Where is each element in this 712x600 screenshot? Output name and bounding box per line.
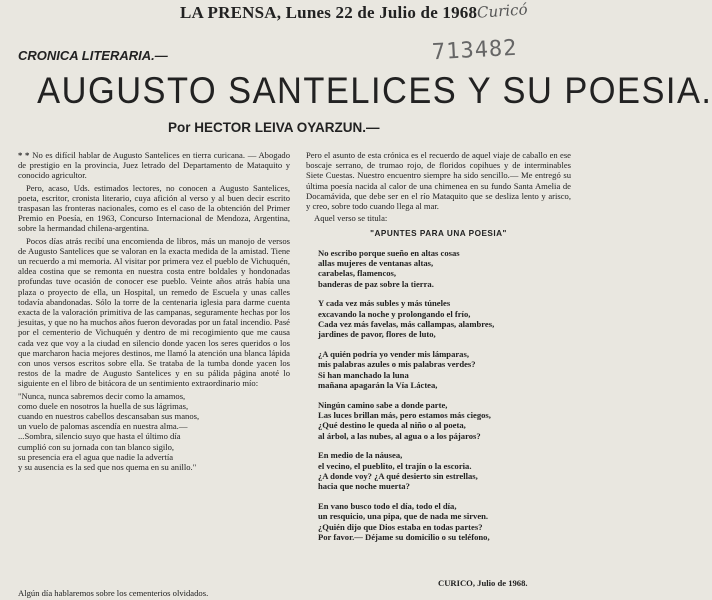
poem-line: Y cada vez más subles y más túneles <box>318 298 451 309</box>
poem-line: al árbol, a las nubes, al agua o a los pájaros? <box>318 430 481 441</box>
poem-line: hacia que noche muerta? <box>318 481 410 492</box>
poem-line: ¿A quién podría yo vender mis lámparas, <box>318 348 469 359</box>
poem-stanza <box>318 298 571 340</box>
poem-line: ¿A donde voy? ¿A qué desierto sin estrellas, <box>318 470 478 481</box>
poem-line: ¿Quién dijo que Dios estaba en todas partes? <box>318 521 483 532</box>
paragraph: * * No es difícil hablar de Augusto Santelices en tierra curicana. — Abogado de prestigio en la provincia, Juez letrado del Departamento de Mataquito y conocido agricultor. <box>18 150 290 181</box>
quote-line: cumplió con su jornada con tan blanco sigilo, <box>18 441 175 452</box>
paragraph: Aquel verso se titula: <box>314 213 388 224</box>
poem-stanza <box>318 248 571 290</box>
quote-line: un vuelo de palomas ascendía en nuestra alma.— <box>18 421 188 432</box>
poem-stanza <box>318 349 571 391</box>
poem-line: Por favor.— Déjame su domicilio o su teléfono, <box>318 531 490 542</box>
epitaph-quote <box>18 391 290 473</box>
poem-line: jardines de pavor, flores de luto, <box>318 329 436 340</box>
handwritten-archive-number: 713482 <box>431 35 519 66</box>
quote-line: y su ausencia es la sed que nos quema en su anillo." <box>18 462 197 473</box>
poem-line: Si han manchado la luna <box>318 369 409 380</box>
poem-line: En medio de la náusea, <box>318 450 403 461</box>
poem-line: mis palabras azules o mis palabras verdes? <box>318 359 476 370</box>
closing-line: Algún día hablaremos sobre los cementerios olvidados. <box>18 588 209 598</box>
poem-line: el vecino, el pueblito, el trajín o la escoria. <box>318 460 472 471</box>
poem-line: banderas de paz sobre la tierra. <box>318 278 434 289</box>
poem-line: Las luces brillan más, pero estamos más ciegos, <box>318 409 491 420</box>
quote-line: como duele en nosotros la huella de sus lágrimas, <box>18 400 189 411</box>
quote-line: ...Sombra, silencio suyo que hasta el último día <box>18 431 181 442</box>
paragraph: Pero el asunto de esta crónica es el recuerdo de aquel viaje de caballo en ese boscaje serrano, de trumao rojo, de floridos copihues y de interminables Siete Cuestas. Nuestro encuentro siempre ha sido sencillo.— Me entregó su última poesía nacida al calor de una chimenea en su fundo Santa Amelia de Docamávida, que debe ser en el río Mataquito que se desliza lento y arisco, y creo, sobre todo cuando llega al mar. <box>306 150 571 212</box>
handwritten-place-note: Curicó <box>476 0 529 22</box>
article-byline: Por HECTOR LEIVA OYARZUN.— <box>168 120 380 135</box>
newspaper-masthead: LA PRENSA, Lunes 22 de Julio de 1968 <box>180 3 478 22</box>
article-title: AUGUSTO SANTELICES Y SU POESIA. <box>37 70 712 111</box>
poem-stanza <box>318 400 571 442</box>
left-column <box>18 150 290 476</box>
poem-line: mañana apagarán la Vía Láctea, <box>318 380 438 391</box>
poem-line: allas mujeres de ventanas altas, <box>318 258 434 269</box>
poem-title: "APUNTES PARA UNA POESIA" <box>370 229 507 239</box>
poem-stanza <box>318 450 571 492</box>
star-marker: * * <box>18 150 30 160</box>
right-column <box>306 150 571 551</box>
poem-line: ¿Qué destino le queda al niño o al poeta, <box>318 420 466 431</box>
quote-line: "Nunca, nunca sabremos decir como la amamos, <box>18 390 186 401</box>
poem-line: No escribo porque sueño en altas cosas <box>318 247 460 258</box>
paragraph: Pero, acaso, Uds. estimados lectores, no conocen a Augusto Santelices, poeta, escritor, cronista literario, cuya afición al verso y al buen decir escrito traspasan las fronteras nacionales, como es el caso de la obtención del Primer Premio en Poesía, en 1963, Concurso Internacional de Mendoza, Argentina, sobre la hermandad chilena-argentina. <box>18 182 290 234</box>
quote-line: su presencia era el agua que nadie la advertía <box>18 451 174 462</box>
paragraph: Pocos días atrás recibí una encomienda de libros, más un manojo de versos de Augusto Santelices que se valoran en la exacta medida de la amistad. Tiene un recuerdo a mi memoria. Al visitar por primera vez el pueblo de Vichuquén, aldea costina que se remonta en nuestra costa entre boldales y hondonadas profundas tuve ocasión de conocer ese pueblo. Veinte años atrás había una plaza o proyecto de ella, un Hospital, un remedo de Escuela y unas calles todavía abandonadas. Sólo la torre de la centenaria iglesia para darme cuenta exacta de la valoración primitiva de las campanas, seguramente hechas por los jesuitas, y que no ha muchos años fueron devoradas por un fatal incendio. Pasé por el cementerio de Vichuquén y dentro de mi recogimiento que me causa cada vez que voy a la ciudad en silencio donde yacen los seres queridos o los que marcharon hacia mejores destinos, me llamó la atención una blanca lápida con unos versos escritos sobre ella. Se trataba de la tumba donde yacen los restos de la madre de Augusto Santelices y en su pálida página anoté lo siguiente en el libro de bitácora de un sentimiento extraordinario mío: <box>18 235 290 389</box>
poem-stanza <box>318 501 571 543</box>
section-label: CRONICA LITERARIA.— <box>18 48 168 63</box>
quote-line: cuando en nuestros cabellos descansaban sus manos, <box>18 411 200 422</box>
poem-line: En vano busco todo el día, todo el día, <box>318 500 457 511</box>
article-signoff: CURICO, Julio de 1968. <box>438 578 528 588</box>
poem-line: Cada vez más favelas, más callampas, alambres, <box>318 319 495 330</box>
poem-line: excavando la noche y prolongando el frío, <box>318 308 471 319</box>
poem-line: un resquicio, una pipa, que de nada me sirven. <box>318 511 489 522</box>
poem-line: carabelas, flamencos, <box>318 268 397 279</box>
poem-line: Ningún camino sabe a donde parte, <box>318 399 448 410</box>
